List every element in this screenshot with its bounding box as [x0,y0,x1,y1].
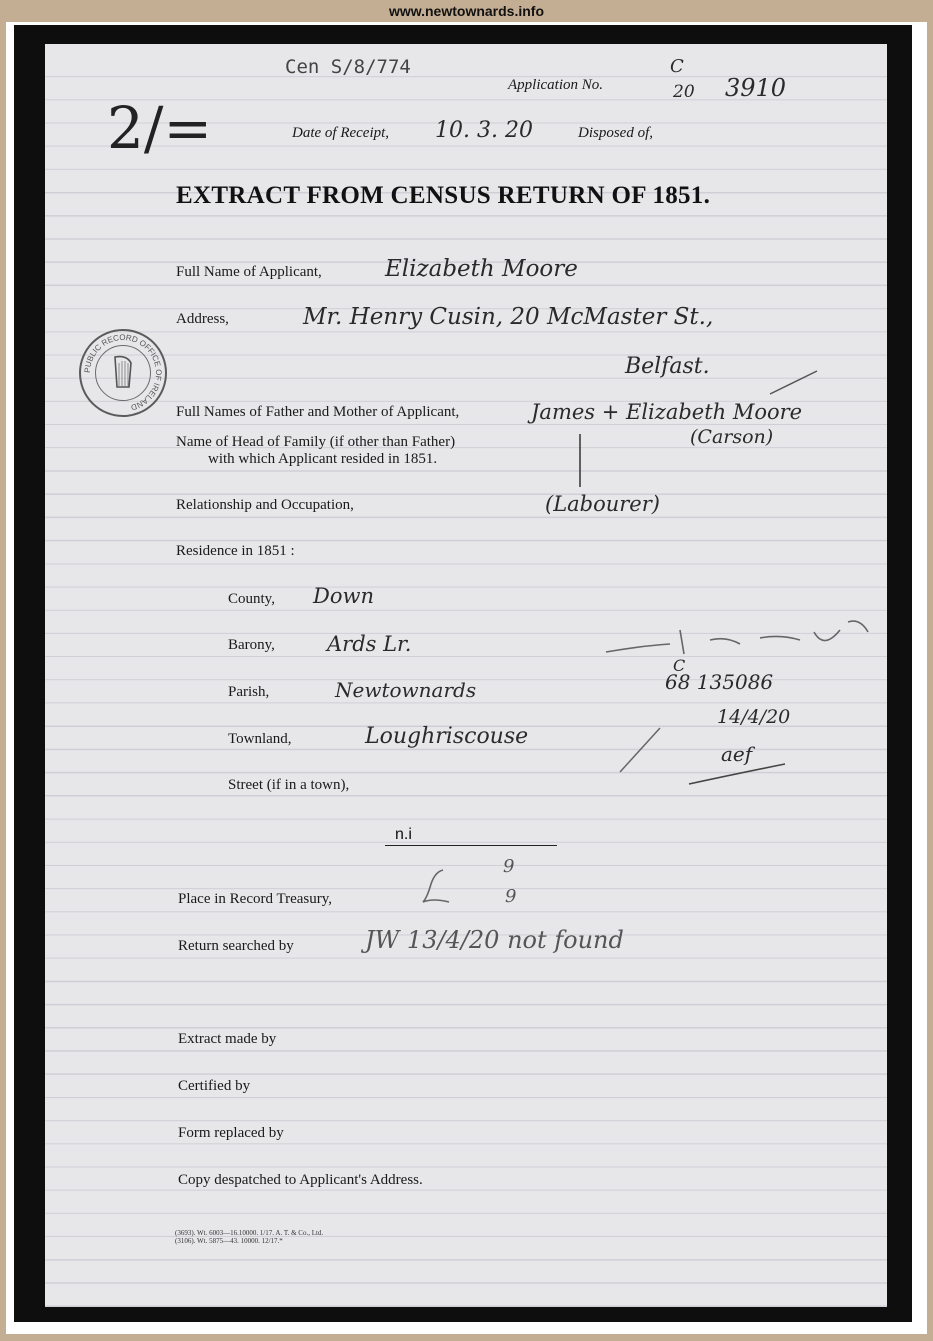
margin-ref-number: 68 135086 [665,670,774,694]
ni-value: n.i [395,826,412,843]
disposed-label: Disposed of, [578,125,653,141]
margin-date: 14/4/20 [717,706,791,728]
initials-underline [685,760,795,790]
street-label: Street (if in a town), [228,777,350,793]
record-office-stamp [79,329,167,417]
fee-mark: 2/= [107,94,213,162]
ni-underline [385,845,557,846]
address-label: Address, [176,311,229,327]
receipt-label: Date of Receipt, [292,125,390,141]
barony-value: Ards Lr. [327,632,412,656]
parents-label: Full Names of Father and Mother of Applicant, [176,404,460,420]
margin-initials: aef [721,742,753,766]
townland-value: Loughriscouse [365,724,529,749]
replaced-label: Form replaced by [178,1125,284,1141]
parents-value: James + Elizabeth Moore [531,400,803,424]
certified-label: Certified by [178,1078,251,1094]
ditto-stroke [575,432,585,492]
copy-label: Copy despatched to Applicant's Address. [178,1172,423,1188]
printer-imprint: (3693). Wt. 6003—16.10000. 1/17. A. T. & Co., Ltd. (3106). Wt. 5875—43. 10000. 12/17.* [175,1229,324,1245]
harp-icon [109,353,137,391]
application-label: Application No. [508,77,603,93]
margin-ref-top: C [673,656,686,675]
relationship-value: (Labourer) [545,492,660,516]
site-url: www.newtownards.info [388,3,545,19]
county-label: County, [228,591,275,607]
parish-value: Newtownards [335,678,477,702]
applicant-label: Full Name of Applicant, [176,264,322,280]
head-of-family-label-2: with which Applicant resided in 1851. [208,451,438,467]
application-value-mid: 20 [673,82,695,102]
applicant-value: Elizabeth Moore [385,256,578,282]
census-extract-form [45,44,887,1307]
treasury-value-bottom: 9 [505,886,517,907]
townland-label: Townland, [228,731,292,747]
receipt-value: 10. 3. 20 [435,118,533,143]
barony-label: Barony, [228,637,275,653]
head-of-family-label: Name of Head of Family (if other than Father) [176,434,456,450]
treasury-value-top: 9 [503,856,515,877]
treasury-mark-l [415,864,455,909]
address-value-line-1: Mr. Henry Cusin, 20 McMaster St., [303,304,714,330]
residence-label: Residence in 1851 : [176,543,295,559]
application-value-top: C [670,56,684,77]
form-title: EXTRACT FROM CENSUS RETURN OF 1851. [176,182,711,209]
extract-label: Extract made by [178,1031,277,1047]
reference-code: Cen S/8/774 [285,56,411,78]
searched-value: JW 13/4/20 not found [365,926,624,954]
relationship-label: Relationship and Occupation, [176,497,354,513]
application-value-number: 3910 [725,74,787,102]
address-value-line-2: Belfast. [625,354,710,379]
check-mark-address [765,367,825,397]
treasury-label: Place in Record Treasury, [178,891,332,907]
stamp-ring-label: PUBLIC RECORD OFFICE OF IRELAND [82,332,164,412]
searched-label: Return searched by [178,938,294,954]
parents-maiden-name: (Carson) [690,426,774,448]
parish-label: Parish, [228,684,270,700]
county-value: Down [313,584,374,608]
